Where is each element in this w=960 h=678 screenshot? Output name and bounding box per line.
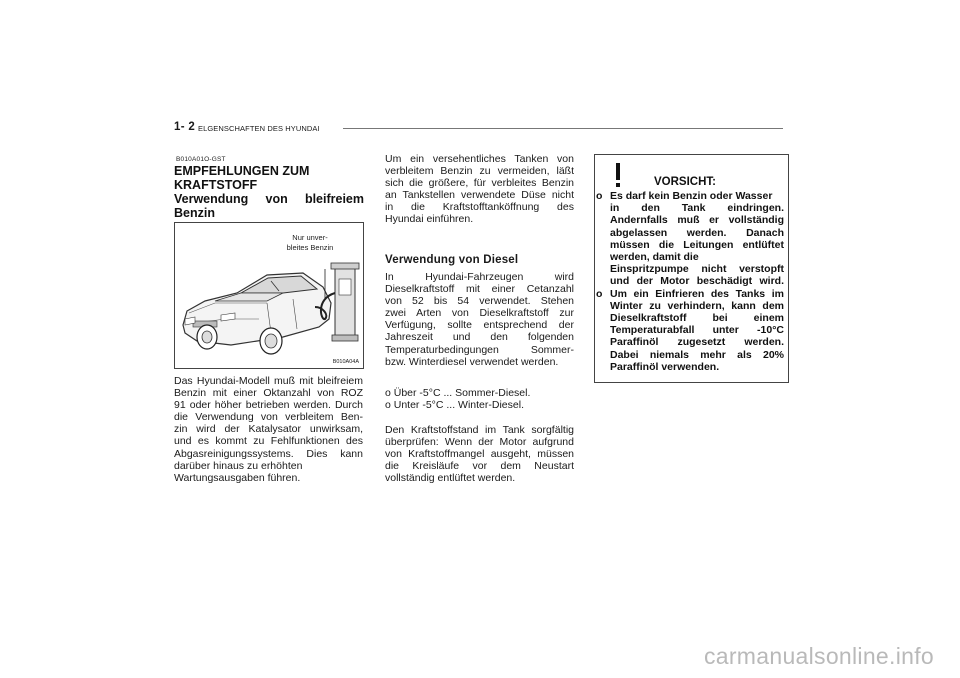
section-title: ELGENSCHAFTEN DES HYUNDAI — [198, 124, 320, 133]
warning-line: Winter zu verhindern, kann dem — [610, 299, 784, 312]
section-code: B010A01O-GST — [176, 156, 226, 163]
paragraph-line: Das Hyundai-Modell muß mit bleifreiem — [174, 375, 363, 387]
paragraph-line: zin wird der Katalysator unwirksam, — [174, 423, 363, 436]
paragraph-line: zwei Arten von Dieselkraftstoff zur — [385, 307, 574, 320]
paragraph-line: vollständig entlüftet werden. — [385, 472, 516, 485]
paragraph-line: die Verwendung von verbleitem Ben- — [174, 411, 363, 424]
warning-line: Dabei niemals mehr als 20% — [610, 348, 784, 361]
paragraph-line: die Kreisläufe vor dem Neustart — [385, 460, 574, 473]
callout-line: bleites Benzin — [286, 242, 334, 252]
warning-line: abgelassen werden. Danach — [610, 226, 784, 239]
paragraph-line: verbleitem Benzin zu vermeiden, läßt — [385, 165, 574, 178]
warning-line: Um ein Einfrieren des Tanks im — [610, 287, 784, 300]
paragraph-line: Dieselkraftstoff mit einer Cetanzahl — [385, 283, 574, 296]
watermark: carmanualsonline.info — [703, 643, 934, 669]
final-paragraph — [385, 424, 574, 484]
warning-line: Paraffinöl verwenden. — [610, 360, 720, 373]
paragraph-line: von Kraftstoffmangel ausgeht, müssen — [385, 448, 574, 461]
warning-line: Paraffinöl zugesetzt werden. — [610, 336, 784, 349]
paragraph-line: Abgasreinigungssystems. Dies kann — [174, 447, 363, 460]
paragraph-line: Benzin mit einer Oktanzahl von ROZ — [174, 387, 363, 400]
warning-title: VORSICHT: — [654, 176, 716, 188]
warning-list — [596, 190, 784, 373]
paragraph-line: 91 oder höher betrieben werden. Durch — [174, 399, 363, 412]
list-item: o Über -5°C ... Sommer-Diesel. — [385, 387, 531, 399]
paragraph-line: an Tankstellen verwendete Düse nicht — [385, 189, 574, 202]
paragraph-line: in die Kraftstofftanköffnung des — [385, 201, 574, 214]
section-heading — [174, 164, 364, 220]
paragraph-line: Wartungsausgaben führen. — [174, 471, 301, 484]
figure-label: B010A04A — [332, 359, 359, 365]
paragraph-line: Jahreszeit und den folgenden — [385, 331, 574, 344]
paragraph-line: von 52 bis 54 verwendet. Stehen — [385, 295, 574, 308]
warning-line: in den Tank eindringen. — [610, 202, 784, 215]
subheading-line: Benzin — [174, 206, 215, 220]
warning-line: müssen die Leitungen entlüftet — [610, 238, 784, 251]
figure-callout — [275, 233, 345, 252]
paragraph-line: darüber hinaus zu erhöhten — [174, 459, 303, 472]
paragraph-line: und es kommt zu Fehlfunktionen des — [174, 435, 363, 448]
diesel-paragraph — [385, 271, 574, 368]
warning-item — [596, 190, 784, 288]
warning-line: Dieselkraftstoff bei einem — [610, 312, 784, 325]
bullet-marker: o — [596, 287, 603, 300]
intro-paragraph — [385, 153, 574, 226]
paragraph-line: Verfügung, sollte entsprechend der — [385, 319, 574, 332]
page-number: 1- 2 — [174, 121, 196, 133]
paragraph-line: In Hyundai-Fahrzeugen wird — [385, 271, 574, 283]
header-divider — [343, 128, 783, 129]
callout-line: Nur unver- — [292, 233, 328, 242]
paragraph-line: sich die größere, für verbleites Benzin — [385, 177, 574, 190]
subheading-line: Verwendung von bleifreiem — [174, 192, 364, 206]
warning-item — [596, 288, 784, 373]
warning-line: werden, damit die — [610, 251, 699, 264]
paragraph-line: überprüfen: Wenn der Motor aufgrund — [385, 436, 574, 449]
warning-line: Andernfalls muß er vollständig — [610, 214, 784, 227]
warning-line: Einspritzpumpe nicht verstopft — [610, 263, 784, 276]
paragraph-line: Temperaturbedingungen Sommer- — [385, 343, 574, 356]
warning-item-text — [610, 288, 784, 373]
car-fuel-illustration — [174, 222, 364, 369]
paragraph-line: bzw. Winterdiesel verwendet werden. — [385, 355, 559, 368]
heading-line: EMPFEHLUNGEN ZUM — [174, 164, 310, 178]
diesel-heading: Verwendung von Diesel — [385, 254, 519, 266]
bullet-marker: o — [596, 190, 603, 202]
left-paragraph — [174, 375, 363, 484]
paragraph-line: Hyundai einführen. — [385, 213, 474, 226]
warning-item-text — [610, 190, 784, 288]
temperature-list — [385, 387, 574, 411]
heading-line: KRAFTSTOFF — [174, 178, 258, 192]
warning-line: Temperaturabfall unter -10°C — [610, 324, 784, 337]
paragraph-line: Um ein versehentliches Tanken von — [385, 153, 574, 165]
paragraph-line: Den Kraftstoffstand im Tank sorgfältig — [385, 424, 574, 436]
warning-line: und der Motor beschädigt wird. — [610, 275, 784, 288]
warning-line: Es darf kein Benzin oder Wasser — [610, 190, 773, 202]
list-item: o Unter -5°C ... Winter-Diesel. — [385, 399, 524, 412]
